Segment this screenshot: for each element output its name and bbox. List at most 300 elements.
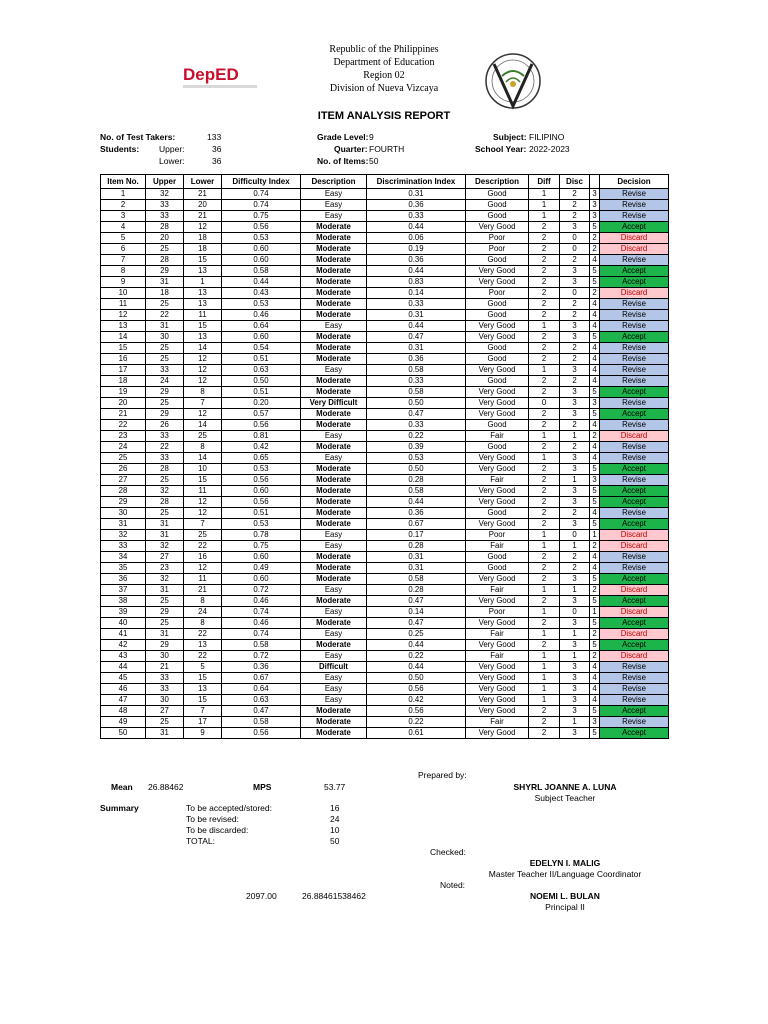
cell-diff: 2 — [529, 596, 560, 607]
cell-decision: Accept — [600, 409, 669, 420]
noted-label: Noted: — [440, 880, 466, 890]
cell-decision: Accept — [600, 464, 669, 475]
cell-score: 2 — [590, 288, 600, 299]
cell-discrimination-description: Very Good — [466, 277, 529, 288]
cell-lower: 13 — [184, 288, 222, 299]
cell-item-no: 21 — [101, 409, 146, 420]
header-region: Region 02 — [363, 70, 405, 81]
cell-difficulty-description: Moderate — [301, 277, 367, 288]
cell-score: 4 — [590, 695, 600, 706]
cell-item-no: 25 — [101, 453, 146, 464]
cell-discrimination-description: Very Good — [466, 321, 529, 332]
table-row — [101, 453, 669, 464]
cell-upper: 29 — [146, 266, 184, 277]
test-takers-label: No. of Test Takers: — [100, 132, 176, 142]
cell-item-no: 17 — [101, 365, 146, 376]
lower-value: 36 — [212, 156, 222, 166]
cell-difficulty-description: Moderate — [301, 420, 367, 431]
table-row — [101, 552, 669, 563]
cell-difficulty-description: Moderate — [301, 310, 367, 321]
table-row — [101, 244, 669, 255]
cell-discrimination-description: Fair — [466, 717, 529, 728]
cell-discrimination-description: Fair — [466, 431, 529, 442]
cell-difficulty-index: 0.53 — [222, 519, 301, 530]
revised-label: To be revised: — [186, 814, 239, 824]
cell-decision: Discard — [600, 541, 669, 552]
prepared-title: Subject Teacher — [534, 793, 596, 803]
cell-diff: 1 — [529, 200, 560, 211]
cell-score: 1 — [590, 607, 600, 618]
col-header-disc: Disc — [560, 175, 590, 189]
cell-score: 3 — [590, 200, 600, 211]
cell-disc: 3 — [560, 222, 590, 233]
cell-disc: 2 — [560, 420, 590, 431]
cell-disc: 0 — [560, 288, 590, 299]
cell-discrimination-description: Good — [466, 189, 529, 200]
cell-decision: Accept — [600, 277, 669, 288]
cell-difficulty-description: Easy — [301, 431, 367, 442]
table-row — [101, 211, 669, 222]
discarded-value: 10 — [330, 825, 340, 835]
cell-item-no: 13 — [101, 321, 146, 332]
cell-difficulty-index: 0.56 — [222, 497, 301, 508]
cell-upper: 33 — [146, 431, 184, 442]
cell-item-no: 31 — [101, 519, 146, 530]
cell-difficulty-description: Easy — [301, 684, 367, 695]
cell-item-no: 14 — [101, 332, 146, 343]
cell-disc: 3 — [560, 398, 590, 409]
cell-lower: 11 — [184, 574, 222, 585]
deped-logo-text: DepED — [183, 65, 239, 84]
cell-difficulty-description: Moderate — [301, 728, 367, 739]
col-header-decision: Decision — [600, 175, 669, 189]
cell-decision: Discard — [600, 431, 669, 442]
cell-diff: 2 — [529, 233, 560, 244]
cell-discrimination-description: Very Good — [466, 222, 529, 233]
cell-diff: 1 — [529, 695, 560, 706]
cell-diff: 1 — [529, 431, 560, 442]
cell-lower: 7 — [184, 706, 222, 717]
cell-difficulty-index: 0.36 — [222, 662, 301, 673]
cell-item-no: 48 — [101, 706, 146, 717]
cell-item-no: 42 — [101, 640, 146, 651]
cell-upper: 33 — [146, 673, 184, 684]
cell-difficulty-index: 0.43 — [222, 288, 301, 299]
cell-discrimination-index: 0.56 — [367, 706, 466, 717]
table-row — [101, 464, 669, 475]
table-row — [101, 563, 669, 574]
cell-item-no: 6 — [101, 244, 146, 255]
table-row — [101, 420, 669, 431]
cell-decision: Revise — [600, 398, 669, 409]
cell-lower: 13 — [184, 266, 222, 277]
cell-upper: 31 — [146, 629, 184, 640]
cell-diff: 2 — [529, 266, 560, 277]
cell-discrimination-index: 0.36 — [367, 354, 466, 365]
cell-upper: 31 — [146, 530, 184, 541]
cell-discrimination-index: 0.47 — [367, 332, 466, 343]
cell-score: 2 — [590, 541, 600, 552]
quarter-value: FOURTH — [369, 144, 405, 154]
cell-difficulty-index: 0.53 — [222, 464, 301, 475]
cell-discrimination-description: Very Good — [466, 695, 529, 706]
checked-title: Master Teacher II/Language Coordinator — [488, 869, 642, 879]
cell-upper: 20 — [146, 233, 184, 244]
cell-decision: Revise — [600, 299, 669, 310]
cell-difficulty-description: Moderate — [301, 299, 367, 310]
cell-decision: Revise — [600, 255, 669, 266]
cell-lower: 22 — [184, 629, 222, 640]
cell-discrimination-description: Very Good — [466, 728, 529, 739]
cell-diff: 1 — [529, 607, 560, 618]
cell-disc: 3 — [560, 728, 590, 739]
cell-score: 4 — [590, 343, 600, 354]
cell-upper: 27 — [146, 552, 184, 563]
table-row — [101, 618, 669, 629]
cell-disc: 2 — [560, 354, 590, 365]
cell-score: 3 — [590, 398, 600, 409]
cell-score: 2 — [590, 431, 600, 442]
cell-discrimination-description: Good — [466, 508, 529, 519]
cell-decision: Accept — [600, 596, 669, 607]
cell-disc: 2 — [560, 563, 590, 574]
cell-discrimination-index: 0.17 — [367, 530, 466, 541]
table-row — [101, 607, 669, 618]
cell-disc: 3 — [560, 277, 590, 288]
cell-diff: 2 — [529, 420, 560, 431]
cell-upper: 25 — [146, 398, 184, 409]
cell-score: 5 — [590, 618, 600, 629]
cell-diff: 2 — [529, 343, 560, 354]
cell-diff: 2 — [529, 552, 560, 563]
cell-item-no: 8 — [101, 266, 146, 277]
cell-decision: Revise — [600, 365, 669, 376]
cell-diff: 2 — [529, 574, 560, 585]
cell-discrimination-index: 0.44 — [367, 640, 466, 651]
cell-discrimination-index: 0.36 — [367, 508, 466, 519]
cell-discrimination-description: Good — [466, 299, 529, 310]
cell-difficulty-description: Moderate — [301, 442, 367, 453]
cell-difficulty-index: 0.60 — [222, 332, 301, 343]
mps-value: 53.77 — [324, 782, 346, 792]
cell-difficulty-index: 0.51 — [222, 387, 301, 398]
cell-difficulty-description: Easy — [301, 453, 367, 464]
accepted-label: To be accepted/stored: — [186, 803, 273, 813]
cell-decision: Revise — [600, 475, 669, 486]
cell-upper: 25 — [146, 618, 184, 629]
cell-difficulty-index: 0.53 — [222, 233, 301, 244]
cell-difficulty-description: Moderate — [301, 376, 367, 387]
cell-score: 4 — [590, 442, 600, 453]
cell-upper: 30 — [146, 695, 184, 706]
students-label: Students: — [100, 144, 140, 154]
table-row — [101, 519, 669, 530]
cell-discrimination-description: Very Good — [466, 332, 529, 343]
cell-decision: Revise — [600, 211, 669, 222]
cell-item-no: 12 — [101, 310, 146, 321]
cell-lower: 13 — [184, 299, 222, 310]
cell-score: 3 — [590, 211, 600, 222]
cell-diff: 2 — [529, 717, 560, 728]
cell-score: 3 — [590, 475, 600, 486]
cell-discrimination-description: Very Good — [466, 673, 529, 684]
cell-lower: 12 — [184, 563, 222, 574]
cell-discrimination-description: Very Good — [466, 640, 529, 651]
summary-label: Summary — [100, 803, 139, 813]
cell-decision: Discard — [600, 288, 669, 299]
cell-decision: Accept — [600, 640, 669, 651]
cell-decision: Accept — [600, 618, 669, 629]
cell-decision: Accept — [600, 266, 669, 277]
cell-difficulty-description: Moderate — [301, 508, 367, 519]
cell-diff: 2 — [529, 442, 560, 453]
cell-disc: 3 — [560, 618, 590, 629]
cell-difficulty-index: 0.53 — [222, 299, 301, 310]
cell-disc: 1 — [560, 585, 590, 596]
cell-discrimination-description: Good — [466, 211, 529, 222]
revised-value: 24 — [330, 814, 340, 824]
cell-score: 5 — [590, 266, 600, 277]
cell-decision: Revise — [600, 662, 669, 673]
cell-decision: Accept — [600, 497, 669, 508]
cell-diff: 1 — [529, 189, 560, 200]
cell-diff: 2 — [529, 299, 560, 310]
cell-decision: Discard — [600, 585, 669, 596]
cell-item-no: 23 — [101, 431, 146, 442]
cell-diff: 2 — [529, 376, 560, 387]
cell-disc: 1 — [560, 629, 590, 640]
cell-difficulty-description: Easy — [301, 673, 367, 684]
table-row — [101, 442, 669, 453]
cell-decision: Accept — [600, 728, 669, 739]
total-value: 50 — [330, 836, 340, 846]
cell-difficulty-index: 0.75 — [222, 211, 301, 222]
cell-score: 5 — [590, 409, 600, 420]
cell-disc: 3 — [560, 684, 590, 695]
col-header-difficulty-index: Difficulty Index — [222, 175, 301, 189]
cell-discrimination-index: 0.19 — [367, 244, 466, 255]
table-row — [101, 651, 669, 662]
cell-item-no: 2 — [101, 200, 146, 211]
cell-decision: Accept — [600, 706, 669, 717]
table-header-row — [101, 175, 669, 189]
cell-difficulty-description: Easy — [301, 585, 367, 596]
cell-diff: 1 — [529, 651, 560, 662]
table-row — [101, 673, 669, 684]
item-analysis-table — [100, 174, 669, 739]
cell-diff: 2 — [529, 277, 560, 288]
cell-lower: 8 — [184, 387, 222, 398]
cell-discrimination-description: Very Good — [466, 266, 529, 277]
cell-discrimination-index: 0.36 — [367, 255, 466, 266]
cell-discrimination-index: 0.31 — [367, 563, 466, 574]
cell-difficulty-index: 0.58 — [222, 266, 301, 277]
cell-lower: 14 — [184, 453, 222, 464]
cell-discrimination-description: Poor — [466, 288, 529, 299]
total-label: TOTAL: — [186, 836, 215, 846]
cell-difficulty-description: Easy — [301, 211, 367, 222]
lower-label: Lower: — [159, 156, 185, 166]
cell-discrimination-index: 0.44 — [367, 321, 466, 332]
cell-score: 5 — [590, 706, 600, 717]
noted-name: NOEMI L. BULAN — [530, 891, 600, 901]
cell-discrimination-description: Very Good — [466, 409, 529, 420]
table-row — [101, 486, 669, 497]
table-row — [101, 310, 669, 321]
table-row — [101, 299, 669, 310]
cell-diff: 2 — [529, 464, 560, 475]
col-header-lower: Lower — [184, 175, 222, 189]
table-row — [101, 640, 669, 651]
table-row — [101, 431, 669, 442]
cell-difficulty-description: Moderate — [301, 563, 367, 574]
sum-value: 2097.00 — [246, 891, 277, 901]
table-row — [101, 497, 669, 508]
cell-item-no: 34 — [101, 552, 146, 563]
cell-difficulty-index: 0.60 — [222, 486, 301, 497]
cell-item-no: 26 — [101, 464, 146, 475]
col-header-discrimination-description: Description — [466, 175, 529, 189]
cell-score: 5 — [590, 222, 600, 233]
cell-discrimination-description: Very Good — [466, 519, 529, 530]
cell-discrimination-index: 0.33 — [367, 299, 466, 310]
cell-upper: 31 — [146, 519, 184, 530]
cell-score: 4 — [590, 684, 600, 695]
cell-score: 4 — [590, 563, 600, 574]
cell-decision: Discard — [600, 607, 669, 618]
cell-score: 1 — [590, 530, 600, 541]
report-title: ITEM ANALYSIS REPORT — [317, 110, 451, 122]
cell-upper: 23 — [146, 563, 184, 574]
cell-score: 2 — [590, 585, 600, 596]
cell-difficulty-index: 0.65 — [222, 453, 301, 464]
cell-diff: 1 — [529, 530, 560, 541]
cell-discrimination-index: 0.61 — [367, 728, 466, 739]
cell-upper: 22 — [146, 310, 184, 321]
cell-discrimination-index: 0.47 — [367, 596, 466, 607]
cell-diff: 2 — [529, 310, 560, 321]
cell-discrimination-index: 0.31 — [367, 343, 466, 354]
cell-lower: 5 — [184, 662, 222, 673]
cell-score: 4 — [590, 310, 600, 321]
table-row — [101, 222, 669, 233]
cell-disc: 2 — [560, 200, 590, 211]
cell-decision: Revise — [600, 310, 669, 321]
cell-lower: 12 — [184, 508, 222, 519]
cell-upper: 29 — [146, 607, 184, 618]
cell-disc: 3 — [560, 321, 590, 332]
cell-discrimination-index: 0.14 — [367, 288, 466, 299]
col-header-discrimination-index: Discrimination Index — [367, 175, 466, 189]
cell-discrimination-description: Good — [466, 354, 529, 365]
cell-difficulty-index: 0.75 — [222, 541, 301, 552]
cell-difficulty-index: 0.60 — [222, 255, 301, 266]
cell-difficulty-index: 0.58 — [222, 640, 301, 651]
cell-diff: 2 — [529, 288, 560, 299]
cell-discrimination-description: Very Good — [466, 618, 529, 629]
cell-item-no: 11 — [101, 299, 146, 310]
cell-difficulty-index: 0.46 — [222, 310, 301, 321]
cell-score: 2 — [590, 629, 600, 640]
cell-difficulty-index: 0.74 — [222, 189, 301, 200]
cell-item-no: 9 — [101, 277, 146, 288]
cell-lower: 12 — [184, 376, 222, 387]
cell-difficulty-description: Very Difficult — [301, 398, 367, 409]
cell-diff: 2 — [529, 222, 560, 233]
table-row — [101, 189, 669, 200]
cell-upper: 32 — [146, 574, 184, 585]
cell-difficulty-index: 0.56 — [222, 728, 301, 739]
cell-item-no: 27 — [101, 475, 146, 486]
cell-upper: 32 — [146, 189, 184, 200]
cell-disc: 3 — [560, 365, 590, 376]
cell-disc: 3 — [560, 464, 590, 475]
cell-difficulty-description: Easy — [301, 530, 367, 541]
cell-lower: 13 — [184, 684, 222, 695]
cell-difficulty-index: 0.74 — [222, 200, 301, 211]
cell-upper: 29 — [146, 640, 184, 651]
table-row — [101, 354, 669, 365]
grade-value: 9 — [369, 132, 374, 142]
cell-difficulty-description: Moderate — [301, 343, 367, 354]
cell-disc: 3 — [560, 519, 590, 530]
cell-difficulty-description: Moderate — [301, 706, 367, 717]
cell-lower: 15 — [184, 255, 222, 266]
cell-lower: 12 — [184, 497, 222, 508]
cell-difficulty-index: 0.51 — [222, 354, 301, 365]
cell-discrimination-description: Very Good — [466, 662, 529, 673]
table-row — [101, 321, 669, 332]
cell-lower: 18 — [184, 233, 222, 244]
cell-item-no: 30 — [101, 508, 146, 519]
cell-score: 4 — [590, 376, 600, 387]
cell-lower: 11 — [184, 310, 222, 321]
cell-difficulty-index: 0.78 — [222, 530, 301, 541]
cell-upper: 25 — [146, 354, 184, 365]
cell-discrimination-description: Good — [466, 310, 529, 321]
checked-label: Checked: — [430, 847, 466, 857]
cell-decision: Revise — [600, 354, 669, 365]
cell-difficulty-index: 0.56 — [222, 475, 301, 486]
cell-score: 3 — [590, 189, 600, 200]
cell-discrimination-index: 0.58 — [367, 365, 466, 376]
cell-item-no: 39 — [101, 607, 146, 618]
cell-discrimination-description: Very Good — [466, 706, 529, 717]
cell-difficulty-description: Moderate — [301, 409, 367, 420]
cell-difficulty-index: 0.60 — [222, 244, 301, 255]
cell-upper: 33 — [146, 211, 184, 222]
cell-lower: 13 — [184, 332, 222, 343]
cell-score: 5 — [590, 332, 600, 343]
cell-difficulty-description: Moderate — [301, 475, 367, 486]
cell-difficulty-description: Moderate — [301, 266, 367, 277]
cell-difficulty-description: Moderate — [301, 464, 367, 475]
table-row — [101, 695, 669, 706]
cell-disc: 1 — [560, 431, 590, 442]
cell-upper: 27 — [146, 706, 184, 717]
cell-upper: 29 — [146, 409, 184, 420]
cell-difficulty-description: Easy — [301, 695, 367, 706]
cell-discrimination-description: Poor — [466, 233, 529, 244]
cell-discrimination-index: 0.06 — [367, 233, 466, 244]
cell-score: 5 — [590, 728, 600, 739]
cell-difficulty-description: Easy — [301, 651, 367, 662]
cell-discrimination-index: 0.22 — [367, 717, 466, 728]
cell-disc: 0 — [560, 233, 590, 244]
cell-diff: 2 — [529, 354, 560, 365]
cell-difficulty-index: 0.46 — [222, 596, 301, 607]
cell-difficulty-index: 0.56 — [222, 420, 301, 431]
